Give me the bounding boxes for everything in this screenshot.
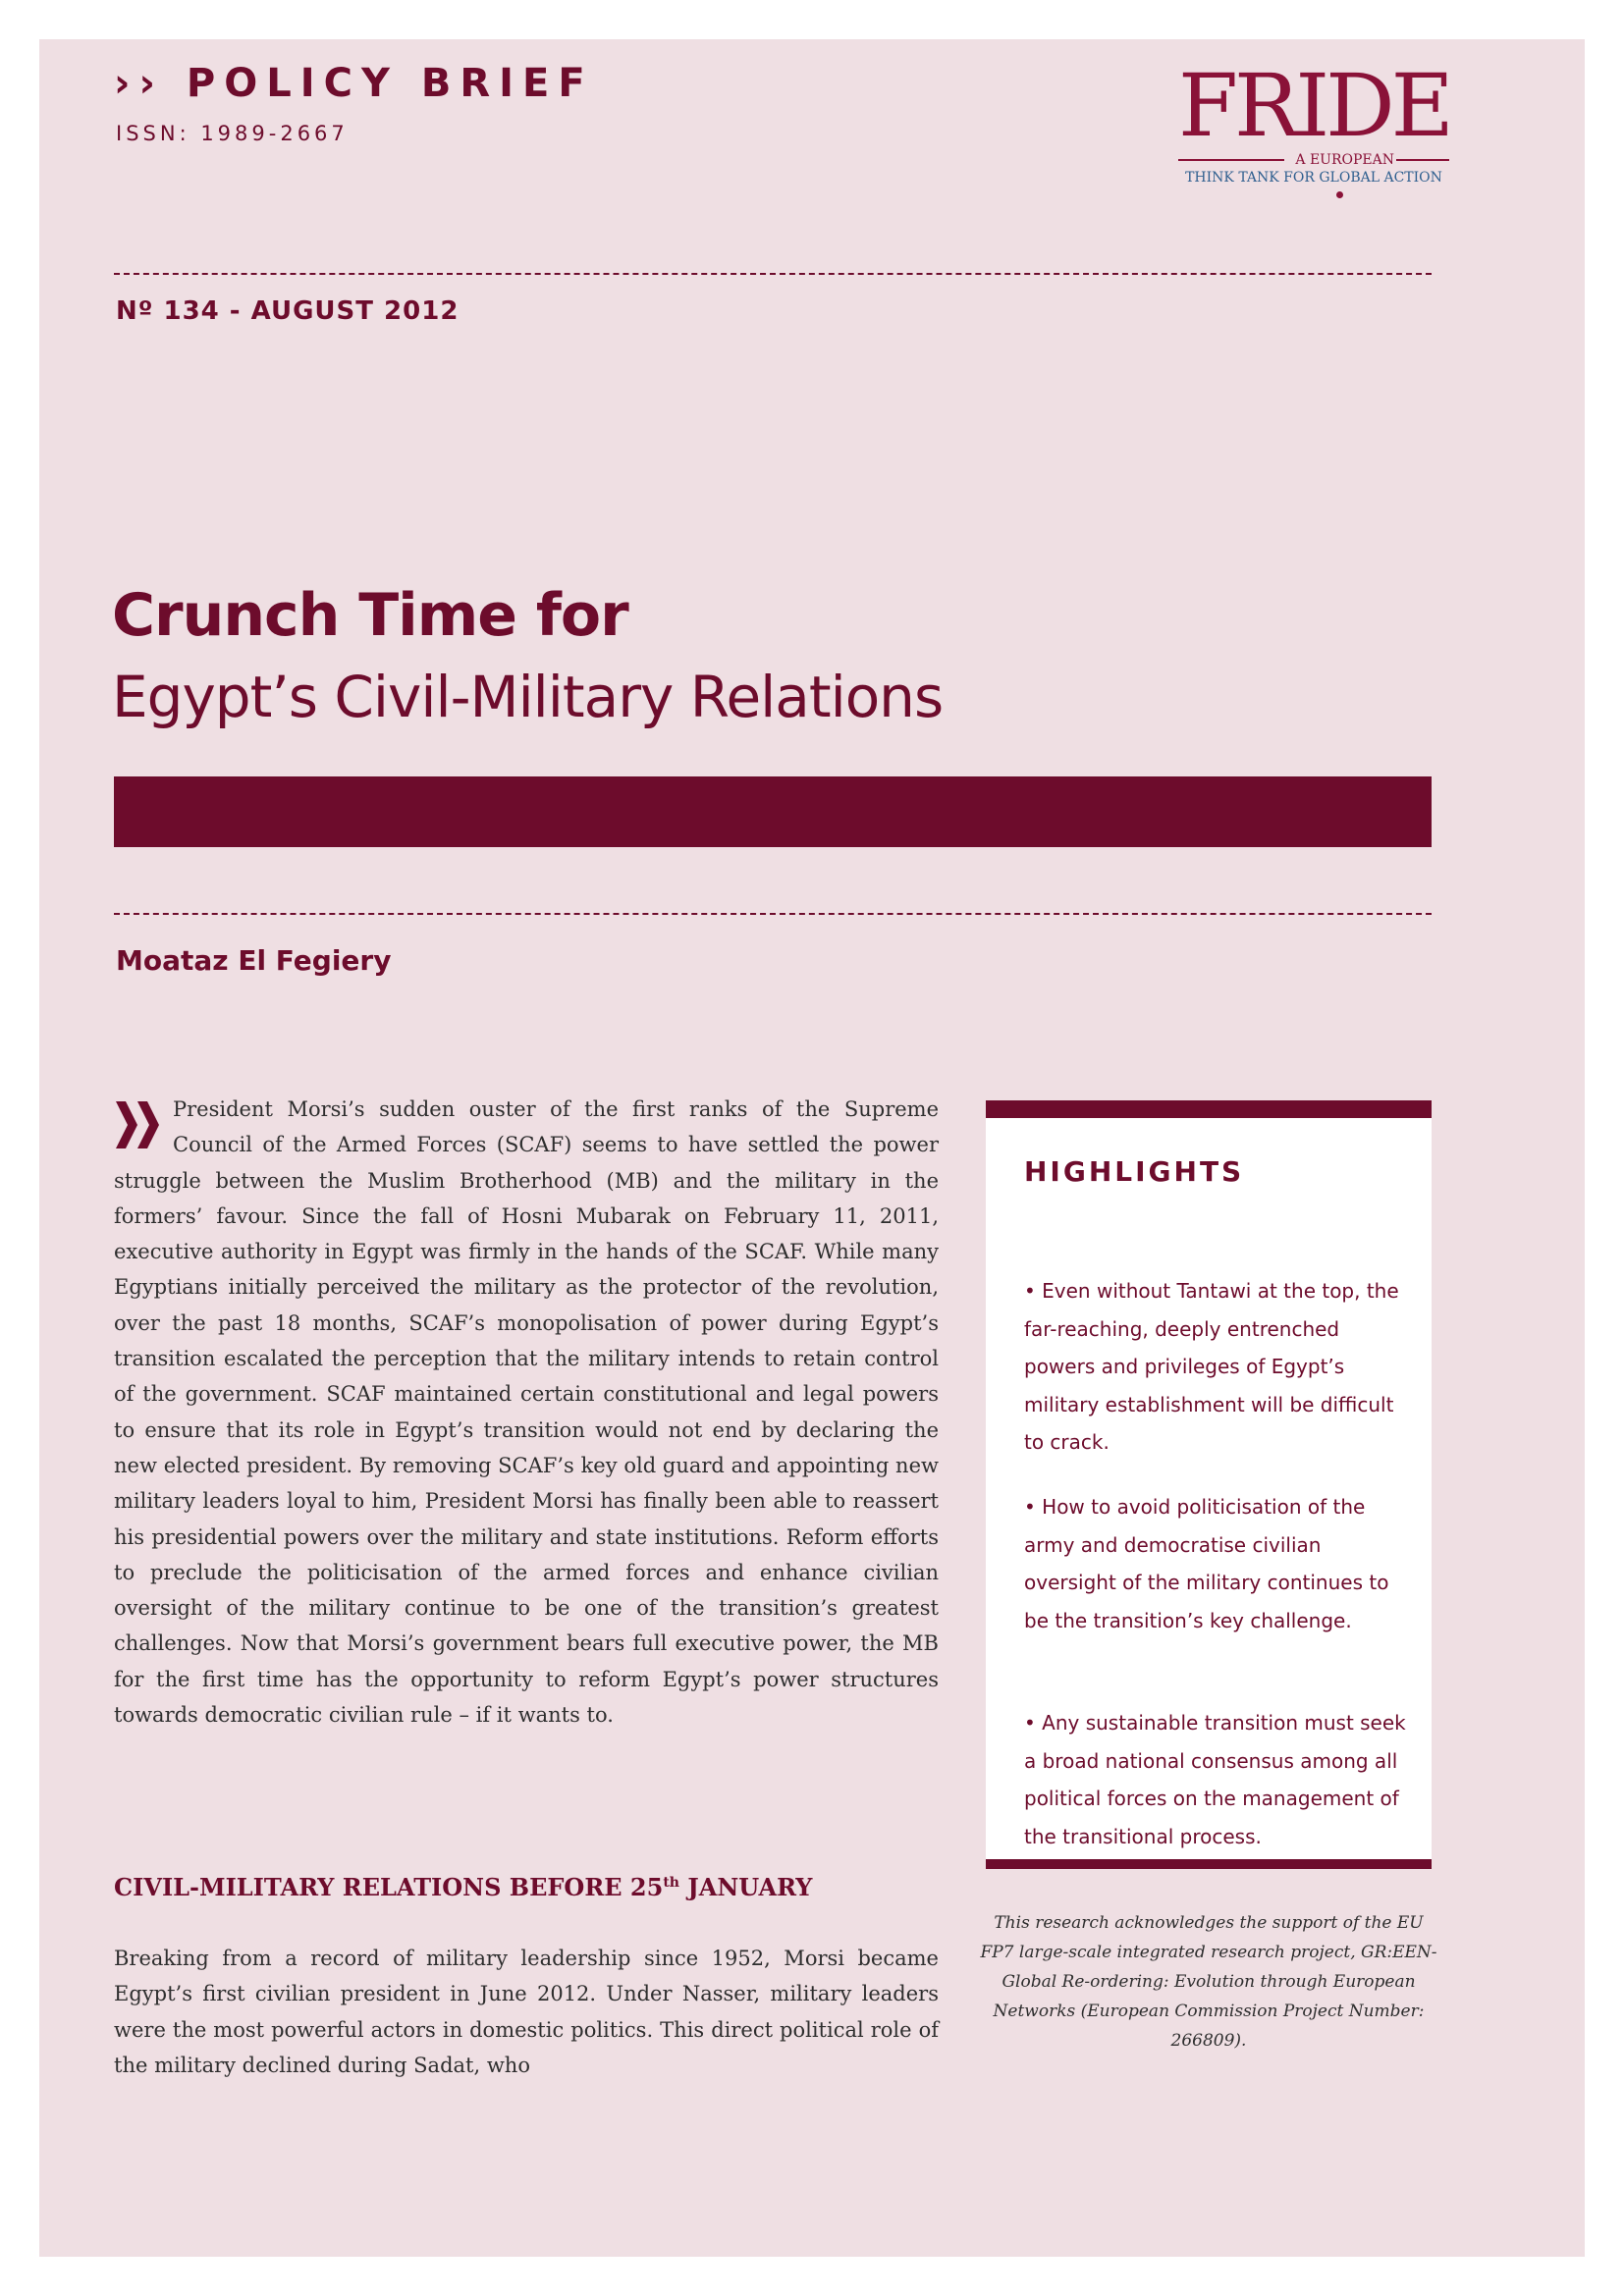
highlight-item-3: • Any sustainable transition must seek a broad national consensus among all political forces on the management of the transitional process. [1024, 1711, 1406, 1848]
highlight-item-1: • Even without Tantawi at the top, the far-reaching, deeply entrenched powers and privileges of Egypt’s military establishment will be difficult to crack. [1024, 1279, 1399, 1455]
fride-logo: FRIDE [1178, 55, 1450, 156]
issue-number: Nº 134 - AUGUST 2012 [116, 296, 460, 326]
issn-number: ISSN: 1989-2667 [116, 122, 349, 145]
logo-tagline-2: THINK TANK FOR GLOBAL ACTION [1185, 170, 1442, 186]
section-heading: CIVIL-MILITARY RELATIONS BEFORE 25th JANUARY [114, 1873, 813, 1901]
title-bar [114, 776, 1432, 847]
research-acknowledgement: This research acknowledges the support of the EU FP7 large-scale integrated research project, GR:EEN-Global Re-ordering: Evolution through European Networks (European Commission Project Number: 266809). [980, 1913, 1437, 2051]
quote-chevrons-icon [114, 1095, 161, 1154]
section-paragraph: Breaking from a record of military leadership since 1952, Morsi became Egypt’s first civilian president in June 2012. Under Nasser, military leaders were the most powerful actors in domestic politics. This direct political role of the military declined during Sadat, who [114, 1947, 939, 2077]
logo-tagline-1: A EUROPEAN [1295, 152, 1394, 168]
title-line-1: Crunch Time for [112, 581, 628, 650]
title-line-2: Egypt’s Civil-Military Relations [112, 664, 944, 730]
author-name: Moataz El Fegiery [116, 944, 392, 977]
highlights-title: HIGHLIGHTS [1024, 1155, 1245, 1188]
logo-dot [1336, 191, 1343, 198]
intro-paragraph [114, 1092, 939, 1733]
top-dashed-divider [114, 273, 1432, 275]
author-dashed-divider [114, 913, 1432, 915]
highlight-item-2: • How to avoid politicisation of the army and democratise civilian oversight of the military continues to be the transition’s key challenge. [1024, 1495, 1389, 1632]
policy-brief-label: ›› POLICY BRIEF [114, 61, 594, 106]
intro-text: President Morsi’s sudden ouster of the first ranks of the Supreme Council of the Armed Forces (SCAF) seems to have settled the power struggle between the Muslim Brotherhood (MB) and the military in the formers’ favour. Since the fall of Hosni Mubarak on February 11, 2011, executive authority in Egypt was firmly in the hands of the SCAF. While many Egyptians initially perceived the military as the protector of the revolution, over the past 18 months, SCAF’s monopolisation of power during Egypt’s transition escalated the perception that the military intends to retain control of the government. SCAF maintained certain constitutional and legal powers to ensure that its role in Egypt’s transition would not end by declaring the new elected president. By removing SCAF’s key old guard and appointing new military leaders loyal to him, President Morsi has finally been able to reassert his presidential powers over the military and state institutions. Reform efforts to preclude the politicisation of the armed forces and enhance civilian oversight of the military continue to be one of the transition’s greatest challenges. Now that Morsi’s government bears full executive power, the MB for the first time has the opportunity to reform Egypt’s power structures towards democratic civilian rule – if it wants to. [114, 1097, 939, 1728]
